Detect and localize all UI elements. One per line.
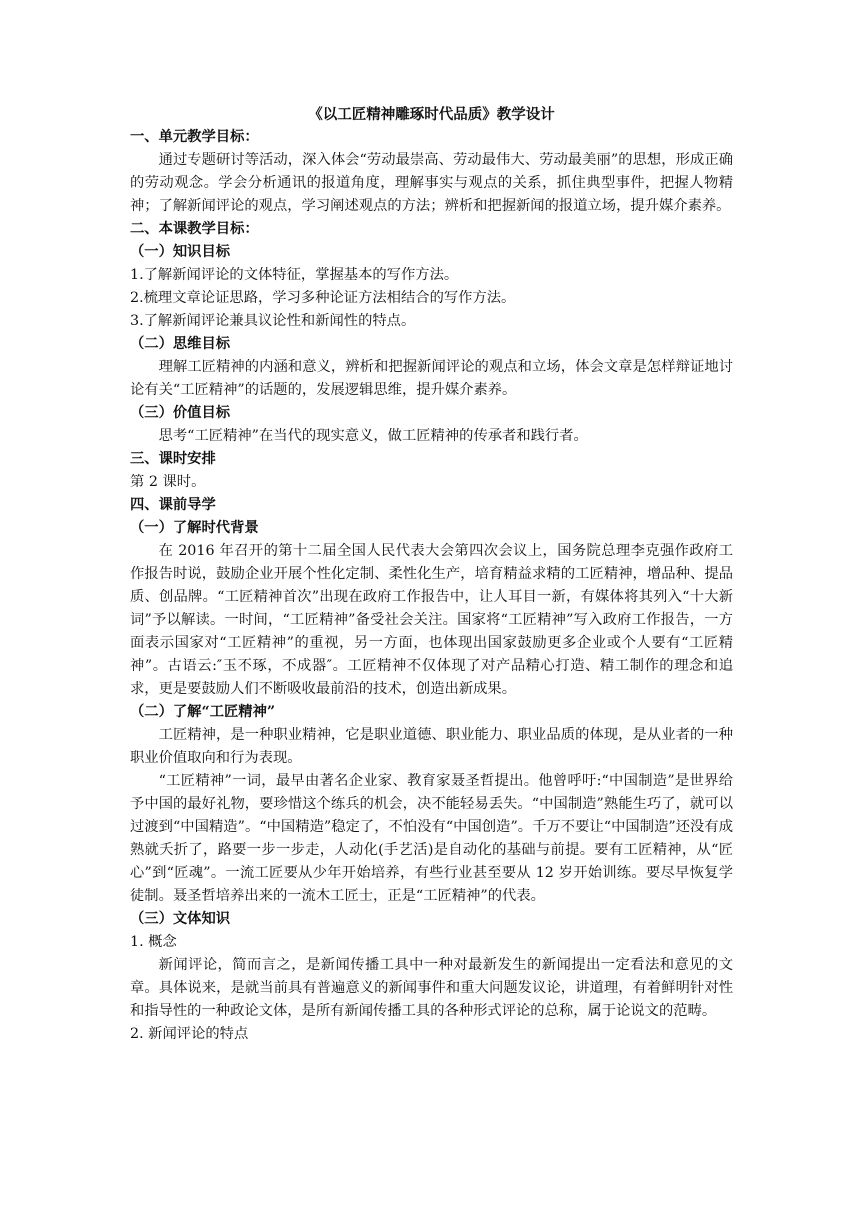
- subheading-thinking-goals: （二）思维目标: [130, 336, 231, 352]
- list-item: 1.了解新闻评论的文体特征，掌握基本的写作方法。: [130, 267, 459, 283]
- paragraph-concept: 新闻评论，简而言之，是新闻传播工具中一种对最新发生的新闻提出一定看法和意见的文章。具体说来，是就当前具有普遍意义的新闻事件和重大问题发议论，讲道理，有着鲜明针对性和指导性的一种政论文体，是所有新闻传播工具的各种形式评论的总称，属于论说文的范畴。: [130, 957, 733, 1019]
- subheading-background: （一）了解时代背景: [130, 520, 259, 536]
- list-item: 3.了解新闻评论兼具议论性和新闻性的特点。: [130, 313, 416, 329]
- paragraph-craftsman-origin: “工匠精神”一词，最早由著名企业家、教育家聂圣哲提出。他曾呼吁:“中国制造”是世界给予中国的最好礼物，要珍惜这个练兵的机会，决不能轻易丢失。“中国制造”熟能生巧了，就可以过渡到“中国精造”。“中国精造”稳定了，不怕没有“中国创造”。千万不要让“中国制造”还没有成熟就夭折了，路要一步一步走，人动化(手艺活)是自动化的基础与前提。要有工匠精神，从“匠心”到“匠魂”。一流工匠要从少年开始培养，有些行业甚至要从 12 岁开始训练。要尽早恢复学徒制。聂圣哲培养出来的一流木工匠士，正是“工匠精神”的代表。: [130, 773, 733, 904]
- section-heading-lesson-goals: 二、本课教学目标：: [130, 221, 259, 237]
- list-item: 2.梳理文章论证思路，学习多种论证方法相结合的写作方法。: [130, 290, 516, 306]
- paragraph-craftsman-definition: 工匠精神，是一种职业精神，它是职业道德、职业能力、职业品质的体现，是从业者的一种职业价值取向和行为表现。: [130, 727, 733, 766]
- paragraph-background: 在 2016 年召开的第十二届全国人民代表大会第四次会议上，国务院总理李克强作政府工作报告时说，鼓励企业开展个性化定制、柔性化生产，培育精益求精的工匠精神，增品种、提品质、创品牌。“工匠精神首次”出现在政府工作报告中，让人耳目一新，有媒体将其列入“十大新词”予以解读。一时间，“工匠精神”备受社会关注。国家将“工匠精神”写入政府工作报告，一方面表示国家对“工匠精神”的重视，另一方面，也体现出国家鼓励更多企业或个人要有“工匠精神”。古语云:″玉不琢，不成器″。工匠精神不仅体现了对产品精心打造、精工制作的理念和追求，更是要鼓励人们不断吸收最前沿的技术，创造出新成果。: [130, 543, 733, 697]
- list-item: 1. 概念: [130, 934, 177, 950]
- paragraph-value-goals: 思考“工匠精神”在当代的现实意义，做工匠精神的传承者和践行者。: [158, 428, 588, 444]
- section-heading-unit-goals: 一、单元教学目标：: [130, 129, 259, 145]
- section-heading-schedule: 三、课时安排: [130, 451, 216, 467]
- section-heading-preview: 四、课前导学: [130, 497, 216, 513]
- subheading-craftsman-spirit: （二）了解“工匠精神”: [130, 704, 276, 720]
- document-page: [130, 103, 733, 1046]
- subheading-genre-knowledge: （三）文体知识: [130, 911, 231, 927]
- schedule-text: 第 2 课时。: [130, 474, 206, 490]
- document-title: 《以工匠精神雕琢时代品质》教学设计: [308, 106, 555, 123]
- subheading-value-goals: （三）价值目标: [130, 405, 231, 421]
- list-item: 2. 新闻评论的特点: [130, 1026, 249, 1042]
- paragraph-thinking-goals: 理解工匠精神的内涵和意义，辨析和把握新闻评论的观点和立场，体会文章是怎样辩证地讨论有关“工匠精神”的话题的，发展逻辑思维，提升媒介素养。: [130, 359, 733, 398]
- paragraph-unit-goals: 通过专题研讨等活动，深入体会“劳动最崇高、劳动最伟大、劳动最美丽”的思想，形成正确的劳动观念。学会分析通讯的报道角度，理解事实与观点的关系，抓住典型事件，把握人物精神；了解新闻评论的观点，学习阐述观点的方法；辨析和把握新闻的报道立场，提升媒介素养。: [130, 152, 733, 214]
- subheading-knowledge-goals: （一）知识目标: [130, 244, 231, 260]
